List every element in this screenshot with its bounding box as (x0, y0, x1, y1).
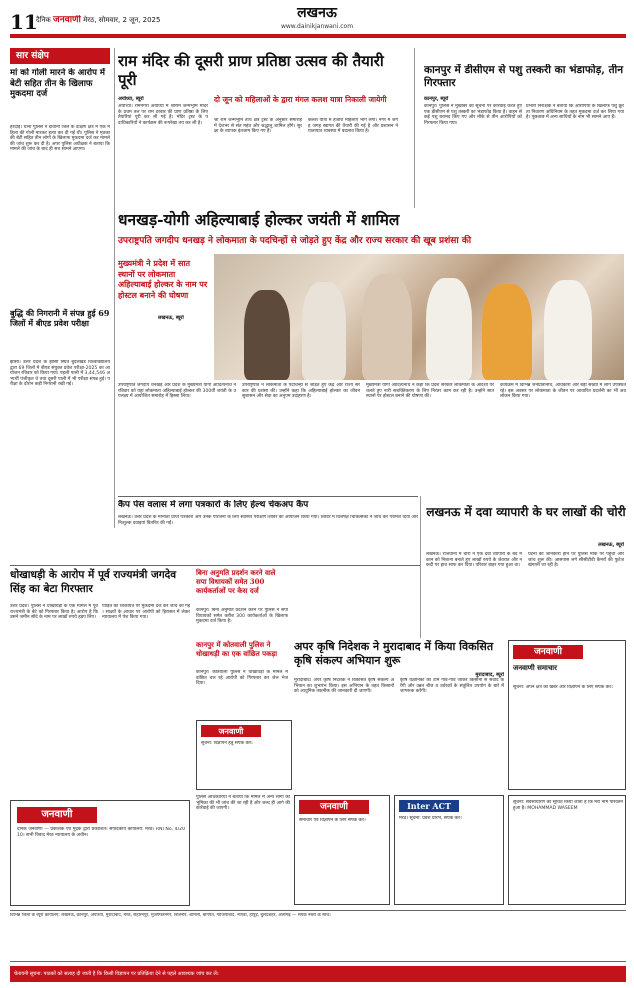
fraud-story (10, 568, 190, 798)
fraud-body-3: पुलिस अधिकारियों ने बताया कि मामले में अन्य लोगों की भूमिका की भी जांच की जा रही है और जल्द ही आगे की कार्रवाई की जाएगी। (196, 795, 290, 812)
bina-headline: बिना अनुमति प्रदर्शन करने वाले सपा विधायकों समेत 300 कार्यकर्ताओं पर केस दर्ज (196, 568, 276, 595)
page-header (0, 0, 634, 44)
kanpur-body-1: कानपुर। पुलिस ने मुखबिर की सूचना पर कार्रवाई करते हुए एक डीसीएम से पशु तस्करी का भंडाफोड़ किया है। वाहन से कई पशु बरामद किए गए और मौके से तीन आरोपियों को गिरफ्तार किया गया। (424, 104, 522, 126)
bureau-text: विभिन्न जिलों के ब्यूरो कार्यालय: लखनऊ, कानपुर, अयोध्या, मुरादाबाद, मेरठ, सहारनपुर, मुजफ्फरनगर, बिजनौर, शामली, बागपत, गाजियाबाद, नोएडा, हापुड़, बुलंदशहर, अलीगढ़ — संपर्क नंबरों के साथ। (10, 913, 331, 918)
brief-column-continued (10, 360, 110, 525)
brief-column (10, 48, 110, 360)
ad-janvani-box[interactable] (10, 800, 190, 906)
ram-mandir-body-2: श्री राम जन्मभूमि तीर्थ क्षेत्र ट्रस्ट के अनुसार समारोह में देशभर से संत महंत और श्रद्धालु शामिल होंगे। सुरक्षा के व्यापक इंतजाम किए गए हैं। (214, 118, 302, 135)
medicine-headline: लखनऊ में दवा व्यापारी के घर लाखों की चोरी (426, 505, 626, 519)
disclaimer-text: चेतावनी सूचना: पाठकों को सलाह दी जाती है कि किसी विज्ञापन पर प्रतिक्रिया देने से पहले आवश्यक जांच कर लें। (14, 971, 219, 977)
brief-2-body: झांसी। उत्तर प्रदेश के झांसी स्थित बुंदेलखंड विश्वविद्यालय द्वारा 69 जिलों में बीएड संयुक्त प्रवेश परीक्षा-2025 का आयोजन रविवार को किया गया। पहली पाली में 3,44,546 अभ्यर्थी पंजीकृत थे तथा दूसरी पाली में भी परीक्षा संपन्न हुई। परीक्षा के दौरान कड़ी निगरानी रखी गई। (10, 360, 110, 388)
kotwali-headline: कानपुर में कोतवाली पुलिस ने धोखाधड़ी का एक वांछित पकड़ा (196, 640, 278, 658)
lead-body-col-3: मुख्यमंत्री योगी आदित्यनाथ ने कहा कि प्रदेश सरकार लोकमाता के आदर्शों पर चलते हुए नारी सशक्तिकरण के लिए निरंतर काम कर रही है। उन्होंने सात स्थानों पर होस्टल बनाने की घोषणा की। (366, 383, 494, 400)
medicine-dateline: लखनऊ, ब्यूरो (598, 542, 624, 548)
kanpur-story (420, 48, 626, 208)
ad-notice-1[interactable] (508, 795, 626, 905)
ad-logo: जनवाणी (299, 800, 369, 814)
kanpur-body-2: प्रभारी निरीक्षक ने बताया कि आरोपियों के खिलाफ पशु क्रूरता निवारण अधिनियम के तहत मुकदमा दर्ज कर लिया गया है। पूछताछ में अन्य साथियों के नाम भी सामने आए हैं। (526, 104, 624, 121)
medicine-trader-story (424, 496, 626, 638)
lead-body-col-2: उपराष्ट्रपति ने लोकमाता के पदचिन्हों से जोड़ते हुए केंद्र और राज्य सरकार की प्रशंसा की। उन्होंने कहा कि अहिल्याबाई होल्कर का जीवन सुशासन और सेवा का अनुपम उदाहरण है। (242, 383, 360, 400)
photo-figure (244, 290, 290, 380)
footer-disclaimer (10, 966, 626, 982)
header-rule (10, 34, 626, 38)
lead-body (118, 383, 626, 493)
lead-subheadline: उपराष्ट्रपति जगदीप धनखड़ ने लोकमाता के पदचिन्हों से जोड़ते हुए केंद्र और राज्य सरकार की खूब प्रशंसा की (118, 236, 472, 246)
ram-mandir-body-3: कलश यात्रा में हजारों महिलाएं भाग लेंगी। नगर में जगह जगह स्वागत की तैयारी की गई है और प्रशासन ने यातायात व्यवस्था में बदलाव किया है। (308, 118, 398, 135)
photo-figure (362, 274, 412, 380)
camp-body: लखनऊ। उत्तर प्रदेश के मान्यता प्राप्त पत्रकारों और उनके परिजनों के लिए स्वास्थ्य परीक्षण शिविर का आयोजन किया गया। शिविर में विशेषज्ञ चिकित्सकों ने जांच कर परामर्श दिया और निःशुल्क दवाइयां वितरित की गईं। (118, 515, 418, 526)
ad-text: सूचना: विज्ञापन हेतु संपर्क करें। (201, 741, 253, 746)
brief-column-divider (114, 48, 115, 528)
lead-photo (214, 254, 624, 380)
lead-body-col-4: कार्यक्रम में विभिन्न जनप्रतिनिधि, अधिकारी और बड़ी संख्या में लोग उपस्थित रहे। इस अवसर पर लोकमाता के जीवन पर आधारित प्रदर्शनी का भी अवलोकन किया गया। (500, 383, 626, 400)
agriculture-story (294, 640, 504, 790)
lead-headline: धनखड़-योगी अहिल्याबाई होल्कर जयंती में शामिल (118, 210, 400, 229)
fraud-body-1: उत्तर प्रदेश। पुलिस ने धोखाधड़ी के एक मामले में पूर्व राज्यमंत्री के बेटे को गिरफ्तार किया है। आरोप है कि उसने जमीन सौदे के नाम पर लाखों रुपये हड़प लिए। (10, 604, 98, 621)
kotwali-body: कानपुर। कोतवाली पुलिस ने धोखाधड़ी के मामले में वांछित चल रहे आरोपी को गिरफ्तार कर जेल भेज दिया। (196, 670, 288, 687)
ad-logo: जनवाणी (513, 645, 583, 659)
ad-text: मेरठ। सूचना: प्रवेश प्रारंभ, संपर्क करें। (399, 816, 462, 821)
photo-figure (482, 284, 532, 380)
brief-1-body: हरदोई। थाना पुलिस ने दीवानी जिले के दक्षिण क्षेत्र में एक महिला की गोली मारकर हत्या कर दी गई थी। पुलिस ने मृतका की बेटी सहित तीन लोगों के खिलाफ मुकदमा दर्ज कर मामले की जांच शुरू कर दी है। अपर पुलिस अधीक्षक ने बताया कि मामले की जांच के बाद ही सच सामने आएगा। (10, 125, 110, 153)
lead-side-highlight: मुख्यमंत्री ने प्रदेश में सात स्थानों पर लोकमाता अहिल्याबाई होल्कर के नाम पर होस्टल बनाने की घोषणा (118, 258, 208, 300)
photo-figure (302, 282, 346, 380)
website-url[interactable]: www.dainikjanwani.com (280, 23, 354, 30)
ad-text: सूचना: अपने क्षेत्र की खबरें और विज्ञापन के लिए संपर्क करें। (513, 685, 613, 690)
lead-story (118, 210, 626, 380)
paper-brand-small: दैनिक (36, 16, 51, 24)
fraud-body-2: पीड़ित की शिकायत पर मुकदमा दर्ज कर जांच की गई। साक्ष्यों के आधार पर आरोपी को हिरासत में लेकर न्यायालय में पेश किया गया। (102, 604, 190, 621)
ad-logo: जनवाणी (17, 807, 97, 823)
medicine-body-1: लखनऊ। राजधानी में चोरों ने एक दवा व्यापारी के बंद मकान को निशाना बनाते हुए लाखों रुपये के जेवरात और नकदी पर हाथ साफ कर दिया। परिवार बाहर गया हुआ था। (426, 552, 522, 569)
edition-date: मेरठ, सोमवार, 2 जून, 2025 (83, 16, 161, 24)
fraud-headline: धोखाधड़ी के आरोप में पूर्व राज्यमंत्री जगदेव सिंह का बेटा गिरफ्तार (10, 569, 177, 595)
medicine-body-2: घटना की जानकारी होने पर पुलिस मौके पर पहुंची और जांच शुरू की। आसपास लगे सीसीटीवी कैमरों की फुटेज खंगाली जा रही है। (528, 552, 624, 569)
ad-title: जनवाणी समाचार (513, 663, 557, 672)
agriculture-dateline: मुरादाबाद, ब्यूरो (475, 672, 504, 678)
ad-janvani-strip[interactable] (294, 795, 390, 905)
masthead-info (36, 15, 160, 25)
ram-mandir-body-1: अयोध्या। रामनगरी अयोध्या में श्रीराम जन्मभूमि मंदिर के प्रथम तल पर राम दरबार की प्राण प्रतिष्ठा के लिए तैयारियां पूरी कर ली गई हैं। मंदिर ट्रस्ट के पदाधिकारियों ने कार्यक्रम की रूपरेखा तय कर ली है। (118, 104, 208, 126)
brief-2-headline: बुद्धि की निगरानी में संपन्न हुई 69 जिलों में बीएड प्रवेश परीक्षा (10, 308, 110, 328)
lead-dateline: लखनऊ, ब्यूरो (158, 315, 184, 321)
ad-text: दैनिक जनवाणी — प्रकाशक एवं मुद्रक द्वारा प्रकाशित। संपादकीय कार्यालय: मेरठ। RNI No. 4/2010। सभी विवाद मेरठ न्यायालय के अधीन। (17, 827, 185, 838)
ad-inter-act[interactable] (394, 795, 504, 905)
photo-figure (544, 280, 592, 380)
brief-1-headline: मां को गोली मारने के आरोप में बेटी सहित तीन के खिलाफ मुकदमा दर्ज (10, 68, 106, 99)
ad-logo: Inter ACT (399, 800, 459, 812)
ram-mandir-headline: राम मंदिर की दूसरी प्राण प्रतिष्ठा उत्सव की तैयारी पूरी (118, 52, 384, 89)
section-rule (10, 565, 420, 566)
ad-text: सूचना: सर्वसाधारण को सूचित किया जाता है कि मेरा नाम परिवर्तन हुआ है। MOHAMMAD WASEEM (513, 800, 623, 811)
lead-body-col-1: उपराष्ट्रपति जगदीप धनखड़ और प्रदेश के मुख्यमंत्री योगी आदित्यनाथ ने रविवार को यहां लोकमाता अहिल्याबाई होल्कर की 300वीं जयंती के उपलक्ष्य में आयोजित समारोह में हिस्सा लिया। (118, 383, 236, 400)
agriculture-headline: अपर कृषि निदेशक ने मुरादाबाद में किया विकसित कृषि संकल्प अभियान शुरू (294, 640, 494, 667)
ad-janvani-news[interactable] (508, 640, 626, 790)
kanpur-divider (414, 48, 415, 208)
ad-classified-1[interactable] (196, 720, 292, 790)
camp-headline: कैंप पेस वलास में लगा पत्रकारों के लिए हेल्थ चेकअप कैंप (118, 500, 309, 510)
bina-body: कानपुर। बिना अनुमति प्रदर्शन करने पर पुलिस ने सपा विधायकों समेत करीब 300 कार्यकर्ताओं के खिलाफ मुकदमा दर्ज किया है। (196, 608, 288, 625)
ad-logo: जनवाणी (201, 725, 261, 737)
section-title: लखनऊ (297, 5, 337, 21)
ram-mandir-story (118, 48, 398, 208)
ram-mandir-dateline: अयोध्या, ब्यूरो (118, 96, 144, 102)
agriculture-body-1: मुरादाबाद। अपर कृषि निदेशक ने विकसित कृषि संकल्प अभियान का शुभारंभ किया। इस अभियान के तहत किसानों को आधुनिक तकनीक की जानकारी दी जाएगी। (294, 678, 394, 695)
photo-figure (426, 278, 472, 380)
ad-text: समाचार एवं विज्ञापन के लिए संपर्क करें। (299, 818, 366, 823)
brief-column-header: सार संक्षेप (10, 48, 110, 64)
kanpur-headline: कानपुर में डीसीएम से पशु तस्करी का भंडाफोड़, तीन गिरफ्तार (424, 64, 624, 89)
bureau-list (10, 910, 626, 962)
paper-name: जनवाणी (53, 15, 81, 25)
ram-mandir-subhead: दो जून को महिलाओं के द्वारा मंगल कलश यात्रा निकाली जायेगी (214, 95, 387, 104)
camp-box (118, 496, 418, 562)
kanpur-dateline: कानपुर, ब्यूरो (424, 96, 449, 102)
page-number: 11 (10, 10, 38, 34)
medicine-divider (420, 496, 421, 638)
agriculture-body-2: कृषि वैज्ञानिकों की टीमें गांव-गांव जाकर किसानों से संवाद करेंगी और उन्नत बीज व उर्वरकों के संतुलित उपयोग के बारे में जागरूक करेंगी। (400, 678, 504, 695)
